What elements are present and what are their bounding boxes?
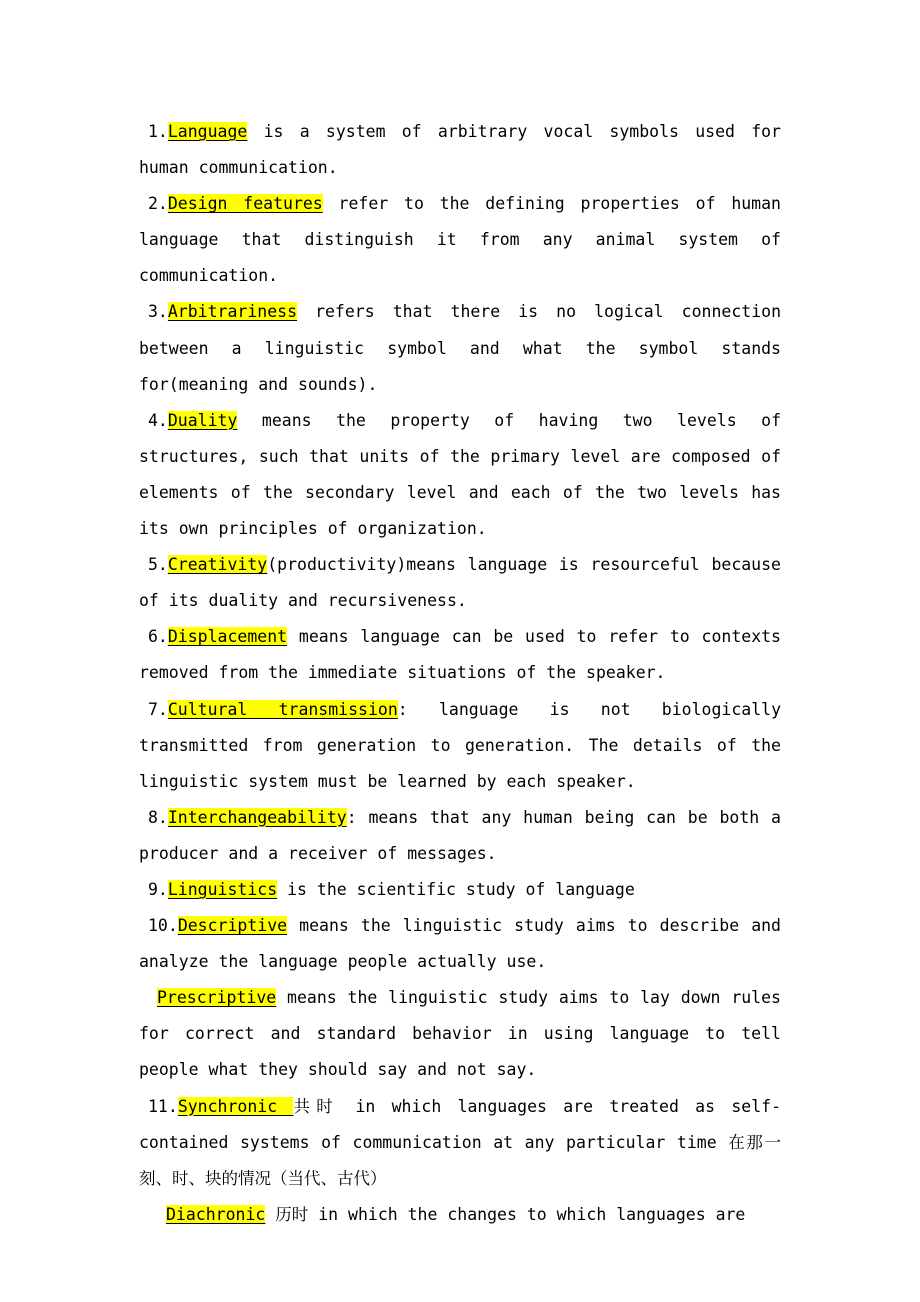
item-number: 6. [148, 627, 168, 647]
term-highlight: Design features [167, 194, 323, 214]
term-highlight: Arbitrariness [167, 302, 298, 322]
definition-text: is the scientific study of language [277, 879, 635, 899]
definition-text: is a system of arbitrary vocal symbols used for human communication. [139, 122, 781, 178]
term-highlight: Cultural transmission [167, 699, 398, 719]
definition-text: means the property of having two levels of structures, such that units of the primary level are composed of elements of the secondary level and each of the two levels has its own principles of organization. [139, 410, 781, 539]
item-number: 7. [148, 699, 168, 719]
definition-language [139, 114, 781, 186]
definition-interchangeability [139, 800, 781, 872]
item-number: 11. [148, 1096, 178, 1116]
item-number: 5. [148, 555, 168, 575]
item-number: 10. [148, 916, 178, 936]
definition-diachronic [139, 1197, 781, 1233]
item-number: 3. [148, 302, 168, 322]
definition-arbitrariness [139, 294, 781, 402]
definition-text: means the linguistic study aims to describe and analyze the language people actually use. [139, 916, 781, 972]
term-highlight: Prescriptive [157, 988, 277, 1008]
term-highlight: Synchronic [177, 1096, 294, 1116]
term-highlight: Duality [167, 410, 238, 430]
definition-text: : means that any human being can be both a producer and a receiver of messages. [139, 807, 781, 863]
definition-creativity [139, 547, 781, 619]
term-highlight: Linguistics [167, 879, 278, 899]
term-highlight: Language [167, 122, 248, 141]
item-number: 9. [148, 879, 168, 899]
definition-prescriptive [139, 980, 781, 1088]
term-highlight: Diachronic [166, 1204, 266, 1224]
term-highlight: Creativity [167, 555, 268, 575]
definition-duality [139, 403, 781, 547]
definition-cultural-transmission [139, 692, 781, 800]
definition-text: means the linguistic study aims to lay down rules for correct and standard behavior in using language to tell people what they should say and not say. [139, 988, 781, 1080]
definition-text: (productivity)means language is resourceful because of its duality and recursiveness. [139, 555, 781, 611]
definition-displacement [139, 619, 781, 691]
term-highlight: Descriptive [177, 916, 288, 936]
definition-text: 历时 in which the changes to which languages are [265, 1204, 746, 1224]
definition-text: means language can be used to refer to contexts removed from the immediate situations of the speaker. [139, 627, 781, 683]
definition-linguistics [139, 872, 781, 908]
term-highlight: Displacement [167, 627, 288, 647]
item-number: 8. [148, 807, 168, 827]
item-number: 2. [148, 194, 168, 214]
definition-synchronic [139, 1089, 781, 1197]
definition-design-features [139, 186, 781, 294]
definition-text: : language is not biologically transmitted from generation to generation. The details of the linguistic system must be learned by each speaker. [139, 699, 781, 791]
document-page [139, 114, 781, 1233]
item-number: 1. [148, 122, 168, 141]
item-number: 4. [148, 410, 168, 430]
definition-text: 共时 in which languages are treated as self-contained systems of communication at any particular time 在那一刻、时、块的情况（当代、古代） [139, 1096, 781, 1188]
definition-text: refer to the defining properties of human language that distinguish it from any animal system of communication. [139, 194, 781, 286]
term-highlight: Interchangeability [167, 807, 347, 827]
definition-descriptive [139, 908, 781, 980]
definition-text: refers that there is no logical connection between a linguistic symbol and what the symbol stands for(meaning and sounds). [139, 302, 781, 394]
